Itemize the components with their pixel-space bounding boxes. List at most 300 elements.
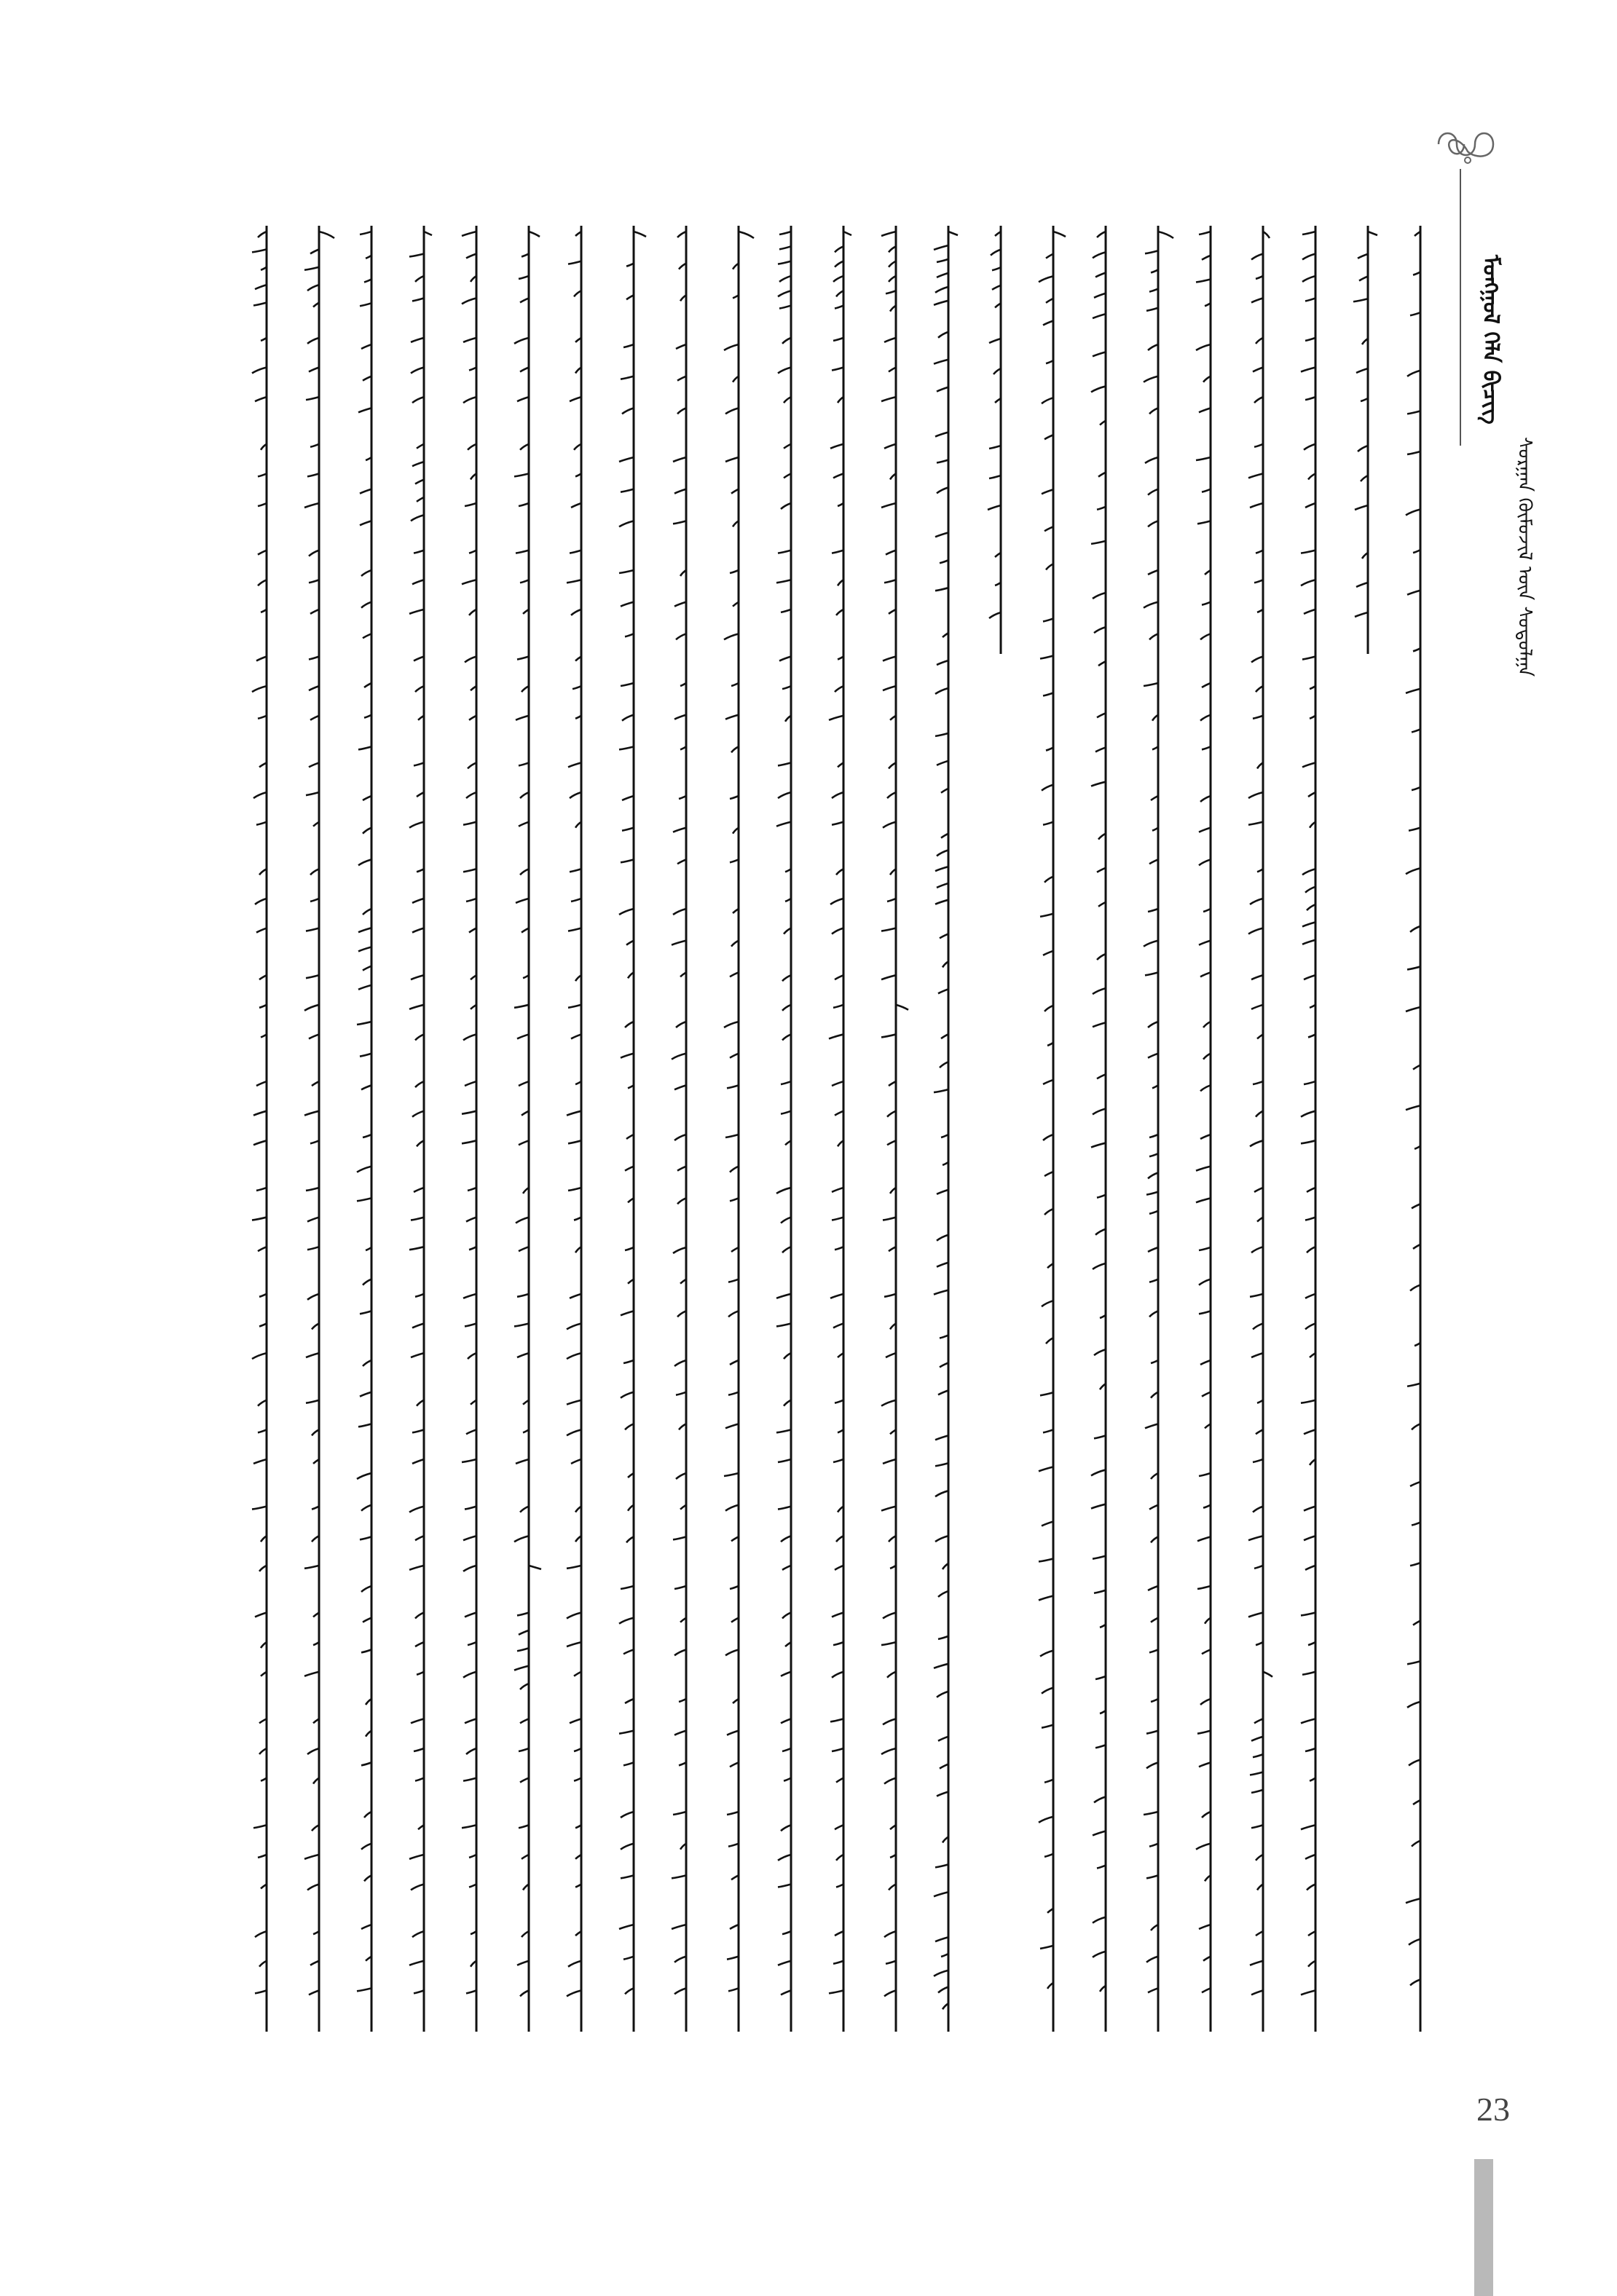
word-glyph xyxy=(361,1586,371,1652)
word-glyph xyxy=(306,869,319,931)
word-glyph xyxy=(1196,232,1211,306)
word-glyph xyxy=(306,762,319,826)
word-glyph xyxy=(1196,1135,1211,1202)
word-glyph xyxy=(776,762,791,826)
word-glyph xyxy=(514,338,529,401)
text-column xyxy=(1136,218,1180,2039)
script-glyphs xyxy=(402,218,446,2039)
text-column xyxy=(1031,218,1075,2039)
word-glyph xyxy=(1091,1435,1106,1508)
word-glyph xyxy=(567,1400,581,1464)
script-glyphs xyxy=(507,218,551,2039)
word-glyph xyxy=(829,1931,843,1993)
word-glyph xyxy=(1304,975,1315,1037)
script-glyphs xyxy=(559,218,603,2039)
word-glyph xyxy=(935,532,948,591)
word-glyph xyxy=(937,1737,948,1796)
word-glyph xyxy=(832,551,843,615)
word-glyph xyxy=(412,1400,424,1464)
word-glyph xyxy=(730,796,739,862)
word-glyph xyxy=(1039,1521,1053,1600)
word-glyph xyxy=(1146,1699,1158,1768)
word-glyph xyxy=(1304,444,1315,508)
word-glyph xyxy=(1091,352,1106,425)
word-glyph xyxy=(1149,1473,1158,1542)
word-glyph xyxy=(358,909,371,990)
word-glyph xyxy=(462,1081,476,1143)
word-glyph xyxy=(619,909,634,978)
word-glyph xyxy=(463,338,476,403)
word-glyph xyxy=(1145,1360,1158,1428)
word-glyph xyxy=(414,657,424,720)
word-glyph xyxy=(1251,232,1270,302)
word-glyph xyxy=(938,1336,948,1395)
word-glyph xyxy=(1355,446,1368,510)
word-glyph xyxy=(357,1473,371,1539)
text-column xyxy=(350,218,393,2039)
word-glyph xyxy=(570,338,581,401)
word-glyph xyxy=(516,869,529,932)
word-glyph xyxy=(727,1812,739,1879)
word-glyph xyxy=(778,1507,791,1570)
word-glyph xyxy=(724,570,739,639)
word-glyph xyxy=(881,232,896,312)
word-glyph xyxy=(463,869,476,932)
word-glyph xyxy=(1042,1263,1053,1344)
word-glyph xyxy=(463,975,476,1040)
word-glyph xyxy=(674,1360,686,1429)
word-glyph xyxy=(779,657,791,722)
word-glyph xyxy=(409,232,432,301)
word-glyph xyxy=(567,1294,581,1359)
word-glyph xyxy=(411,1294,424,1357)
word-glyph xyxy=(1093,593,1106,666)
word-glyph xyxy=(1301,551,1315,614)
word-glyph xyxy=(619,1699,634,1765)
script-glyphs xyxy=(612,218,656,2039)
word-glyph xyxy=(725,457,739,526)
word-glyph xyxy=(1251,1825,1263,1890)
word-glyph xyxy=(625,1135,634,1202)
word-glyph xyxy=(673,796,686,864)
word-glyph xyxy=(357,1022,371,1089)
word-glyph xyxy=(1039,1392,1053,1471)
word-glyph xyxy=(567,1507,581,1569)
word-glyph xyxy=(621,1360,634,1429)
word-glyph xyxy=(1199,1247,1211,1314)
word-glyph xyxy=(832,338,843,403)
word-glyph xyxy=(570,1719,581,1780)
word-glyph xyxy=(1302,762,1315,827)
word-glyph xyxy=(571,444,581,508)
word-glyph xyxy=(1145,457,1158,526)
word-glyph xyxy=(462,232,476,304)
word-glyph xyxy=(1042,748,1053,825)
word-glyph xyxy=(1253,338,1263,403)
word-glyph xyxy=(724,344,739,414)
word-glyph xyxy=(1093,1917,1106,1992)
word-glyph xyxy=(1199,796,1211,865)
word-glyph xyxy=(409,1507,424,1570)
word-glyph xyxy=(255,1931,267,1993)
word-glyph xyxy=(1197,1586,1211,1654)
word-glyph xyxy=(833,1400,843,1462)
word-glyph xyxy=(619,683,634,749)
text-column xyxy=(1398,218,1442,2039)
word-glyph xyxy=(724,1473,739,1541)
word-glyph xyxy=(1040,618,1053,695)
word-glyph xyxy=(778,1825,791,1887)
word-glyph xyxy=(621,1812,634,1878)
word-glyph xyxy=(519,1825,529,1890)
word-glyph xyxy=(409,1931,424,1993)
word-glyph xyxy=(725,683,739,752)
word-glyph xyxy=(519,1081,529,1145)
word-glyph xyxy=(253,1400,267,1464)
word-glyph xyxy=(309,551,319,614)
word-glyph xyxy=(1197,1473,1211,1541)
word-glyph xyxy=(463,1507,476,1571)
script-glyphs xyxy=(822,218,865,2039)
word-glyph xyxy=(935,633,948,694)
word-glyph xyxy=(307,1719,319,1783)
script-glyphs xyxy=(1189,218,1232,2039)
word-glyph xyxy=(935,1435,948,1496)
word-glyph xyxy=(881,1612,896,1677)
word-glyph xyxy=(1302,232,1315,301)
word-glyph xyxy=(516,657,529,720)
word-glyph xyxy=(514,975,529,1038)
word-glyph xyxy=(830,1719,843,1782)
word-glyph xyxy=(1407,1343,1420,1429)
word-glyph xyxy=(409,551,424,614)
text-column xyxy=(1346,218,1390,2039)
word-glyph xyxy=(306,1294,319,1357)
word-glyph xyxy=(1200,683,1211,749)
word-glyph xyxy=(466,1188,476,1250)
word-glyph xyxy=(252,232,267,306)
word-glyph xyxy=(1407,1621,1420,1708)
word-glyph xyxy=(1040,1651,1053,1728)
word-glyph xyxy=(1301,1612,1315,1674)
word-glyph xyxy=(568,975,581,1038)
word-glyph xyxy=(1091,473,1106,544)
word-glyph xyxy=(1144,683,1158,749)
word-glyph xyxy=(781,1081,791,1145)
word-glyph xyxy=(409,1188,424,1250)
word-glyph xyxy=(935,433,948,494)
text-column xyxy=(1189,218,1232,2039)
script-glyphs xyxy=(874,218,918,2039)
word-glyph xyxy=(1301,1825,1315,1890)
word-glyph xyxy=(306,1188,319,1250)
word-glyph xyxy=(466,1931,476,1993)
word-glyph xyxy=(677,232,686,301)
word-glyph xyxy=(519,1719,529,1782)
word-glyph xyxy=(1148,1247,1158,1317)
word-glyph xyxy=(409,1825,424,1890)
text-column xyxy=(979,218,1023,2039)
word-glyph xyxy=(727,1699,739,1767)
word-glyph xyxy=(1406,926,1420,1011)
word-glyph xyxy=(1301,1719,1315,1780)
word-glyph xyxy=(568,1188,581,1252)
word-glyph xyxy=(674,1135,686,1204)
text-column xyxy=(769,218,813,2039)
text-column xyxy=(1294,218,1337,2039)
text-column xyxy=(455,218,498,2039)
word-glyph xyxy=(1200,1022,1211,1091)
word-glyph xyxy=(252,338,267,401)
word-glyph xyxy=(881,1719,896,1783)
text-column xyxy=(245,218,288,2039)
word-glyph xyxy=(1406,648,1420,732)
word-glyph xyxy=(621,1247,634,1315)
word-glyph xyxy=(935,834,948,904)
word-glyph xyxy=(832,762,843,824)
text-column xyxy=(822,218,865,2039)
word-glyph xyxy=(1196,1812,1211,1881)
word-glyph xyxy=(1410,1482,1420,1566)
word-glyph xyxy=(881,1400,896,1464)
word-glyph xyxy=(1254,551,1263,612)
word-glyph xyxy=(309,1931,319,1995)
word-glyph xyxy=(884,1294,896,1357)
word-glyph xyxy=(934,1937,948,2009)
word-glyph xyxy=(573,657,581,719)
word-glyph xyxy=(412,1081,424,1146)
word-glyph xyxy=(674,1586,686,1655)
word-glyph xyxy=(1199,909,1211,977)
word-glyph xyxy=(411,338,424,403)
word-glyph xyxy=(465,444,476,506)
word-glyph xyxy=(411,1719,424,1780)
script-glyphs xyxy=(297,218,341,2039)
word-glyph xyxy=(516,1188,529,1251)
word-glyph xyxy=(829,975,843,1038)
word-glyph xyxy=(778,338,791,403)
word-glyph xyxy=(1250,1719,1263,1793)
word-glyph xyxy=(1248,1507,1263,1569)
word-glyph xyxy=(304,1507,319,1569)
script-glyphs xyxy=(1346,218,1390,2039)
script-glyphs xyxy=(664,218,708,2039)
word-glyph xyxy=(672,1925,686,1994)
script-glyphs xyxy=(455,218,498,2039)
word-glyph xyxy=(674,683,686,749)
word-glyph xyxy=(1406,787,1420,874)
word-glyph xyxy=(1410,232,1420,315)
word-glyph xyxy=(567,1612,581,1676)
word-glyph xyxy=(619,1925,634,1994)
text-column xyxy=(559,218,603,2039)
word-glyph xyxy=(621,796,634,862)
word-glyph xyxy=(1042,489,1053,569)
word-glyph xyxy=(465,657,476,720)
word-glyph xyxy=(1250,1294,1263,1357)
word-glyph xyxy=(360,1247,371,1314)
word-glyph xyxy=(463,1294,476,1359)
word-glyph xyxy=(1093,232,1106,318)
word-glyph xyxy=(887,1081,896,1145)
word-glyph xyxy=(1410,1204,1420,1290)
word-glyph xyxy=(835,1825,843,1887)
word-glyph xyxy=(883,1188,896,1251)
word-glyph xyxy=(409,975,424,1040)
word-glyph xyxy=(411,444,424,521)
word-glyph xyxy=(516,1400,529,1464)
text-column xyxy=(1084,218,1128,2039)
word-glyph xyxy=(1250,1081,1263,1146)
word-glyph xyxy=(621,1022,634,1088)
word-glyph xyxy=(361,1812,371,1881)
word-glyph xyxy=(776,1400,791,1462)
word-glyph xyxy=(725,1360,739,1428)
word-glyph xyxy=(514,1294,529,1357)
knot-ornament-icon xyxy=(1424,122,1511,166)
word-glyph xyxy=(1091,713,1106,786)
word-glyph xyxy=(1305,1294,1315,1357)
word-glyph xyxy=(306,1400,319,1464)
word-glyph xyxy=(357,1925,371,1991)
word-glyph xyxy=(462,551,476,615)
word-glyph xyxy=(258,444,267,506)
word-glyph xyxy=(881,869,896,931)
word-glyph xyxy=(358,683,371,749)
thumb-tab xyxy=(1474,2159,1493,2296)
text-column xyxy=(926,218,970,2039)
word-glyph xyxy=(1200,1360,1211,1428)
word-glyph xyxy=(674,570,686,639)
word-glyph xyxy=(1251,657,1263,719)
word-glyph xyxy=(672,909,686,977)
text-column xyxy=(717,218,760,2039)
word-glyph xyxy=(1040,877,1053,955)
word-glyph xyxy=(776,1188,791,1252)
word-glyph xyxy=(1304,1507,1315,1570)
word-glyph xyxy=(1146,1135,1158,1214)
word-glyph xyxy=(568,762,581,827)
text-column xyxy=(297,218,341,2039)
word-glyph xyxy=(1144,570,1158,639)
word-glyph xyxy=(621,344,634,414)
word-glyph xyxy=(672,1812,686,1878)
word-glyph xyxy=(415,1612,424,1674)
word-glyph xyxy=(728,1247,739,1317)
word-glyph xyxy=(1144,1812,1158,1878)
word-glyph xyxy=(1301,1931,1315,1995)
word-glyph xyxy=(778,1931,791,1995)
word-glyph xyxy=(255,1612,267,1676)
word-glyph xyxy=(1355,553,1368,617)
script-glyphs xyxy=(1294,218,1337,2039)
word-glyph xyxy=(517,1931,529,1996)
word-glyph xyxy=(1248,762,1263,824)
word-glyph xyxy=(619,570,634,636)
word-glyph xyxy=(830,869,843,934)
text-column xyxy=(402,218,446,2039)
word-glyph xyxy=(830,444,843,506)
word-glyph xyxy=(519,762,529,826)
word-glyph xyxy=(1248,444,1263,508)
word-glyph xyxy=(252,1294,267,1359)
script-glyphs xyxy=(717,218,760,2039)
word-glyph xyxy=(1093,1556,1106,1628)
word-glyph xyxy=(1406,510,1420,595)
word-glyph xyxy=(358,796,371,865)
word-glyph xyxy=(776,1294,791,1359)
word-glyph xyxy=(781,444,791,509)
word-glyph xyxy=(463,1719,476,1780)
word-glyph xyxy=(1251,1188,1263,1252)
word-glyph xyxy=(938,934,948,993)
word-glyph xyxy=(733,232,754,298)
script-glyphs xyxy=(769,218,813,2039)
word-glyph xyxy=(934,332,948,392)
script-glyphs xyxy=(1031,218,1075,2039)
word-glyph xyxy=(1144,909,1158,975)
word-glyph xyxy=(989,339,1001,403)
word-glyph xyxy=(884,1931,896,1996)
word-glyph xyxy=(1042,360,1053,439)
script-glyphs xyxy=(926,218,970,2039)
word-glyph xyxy=(1091,1074,1106,1147)
word-glyph xyxy=(252,1507,267,1571)
word-glyph xyxy=(1040,1909,1053,1989)
text-column xyxy=(664,218,708,2039)
word-glyph xyxy=(1248,1612,1272,1676)
word-glyph xyxy=(934,1235,948,1295)
word-glyph xyxy=(1148,1022,1158,1088)
word-glyph xyxy=(1407,371,1420,454)
word-glyph xyxy=(832,1188,843,1250)
word-glyph xyxy=(776,551,791,612)
word-glyph xyxy=(567,1081,581,1143)
word-glyph xyxy=(673,1247,686,1317)
script-glyphs xyxy=(1398,218,1442,2039)
script-glyphs xyxy=(350,218,393,2039)
word-glyph xyxy=(673,457,686,524)
page-number: 23 xyxy=(1476,2091,1510,2128)
word-glyph xyxy=(1301,338,1315,400)
word-glyph xyxy=(727,1925,739,1991)
word-glyph xyxy=(253,1081,267,1145)
word-glyph xyxy=(567,1931,581,1996)
word-glyph xyxy=(568,232,581,296)
word-glyph xyxy=(1149,796,1158,864)
script-glyphs xyxy=(1241,218,1285,2039)
word-glyph xyxy=(1200,570,1211,639)
word-glyph xyxy=(357,1135,371,1201)
word-glyph xyxy=(1043,1006,1053,1084)
text-column xyxy=(507,218,551,2039)
word-glyph xyxy=(252,657,267,719)
word-glyph xyxy=(934,1837,948,1896)
word-glyph xyxy=(568,869,581,931)
word-glyph xyxy=(1093,1195,1106,1269)
word-glyph xyxy=(360,457,371,525)
word-glyph xyxy=(358,344,371,412)
word-glyph xyxy=(1043,1135,1053,1215)
word-glyph xyxy=(1353,232,1377,301)
word-glyph xyxy=(1144,344,1158,414)
word-glyph xyxy=(304,1081,319,1143)
word-glyph xyxy=(725,1586,739,1655)
word-glyph xyxy=(516,551,529,614)
word-glyph xyxy=(1356,339,1368,401)
word-glyph xyxy=(935,733,948,793)
word-glyph xyxy=(514,444,529,506)
